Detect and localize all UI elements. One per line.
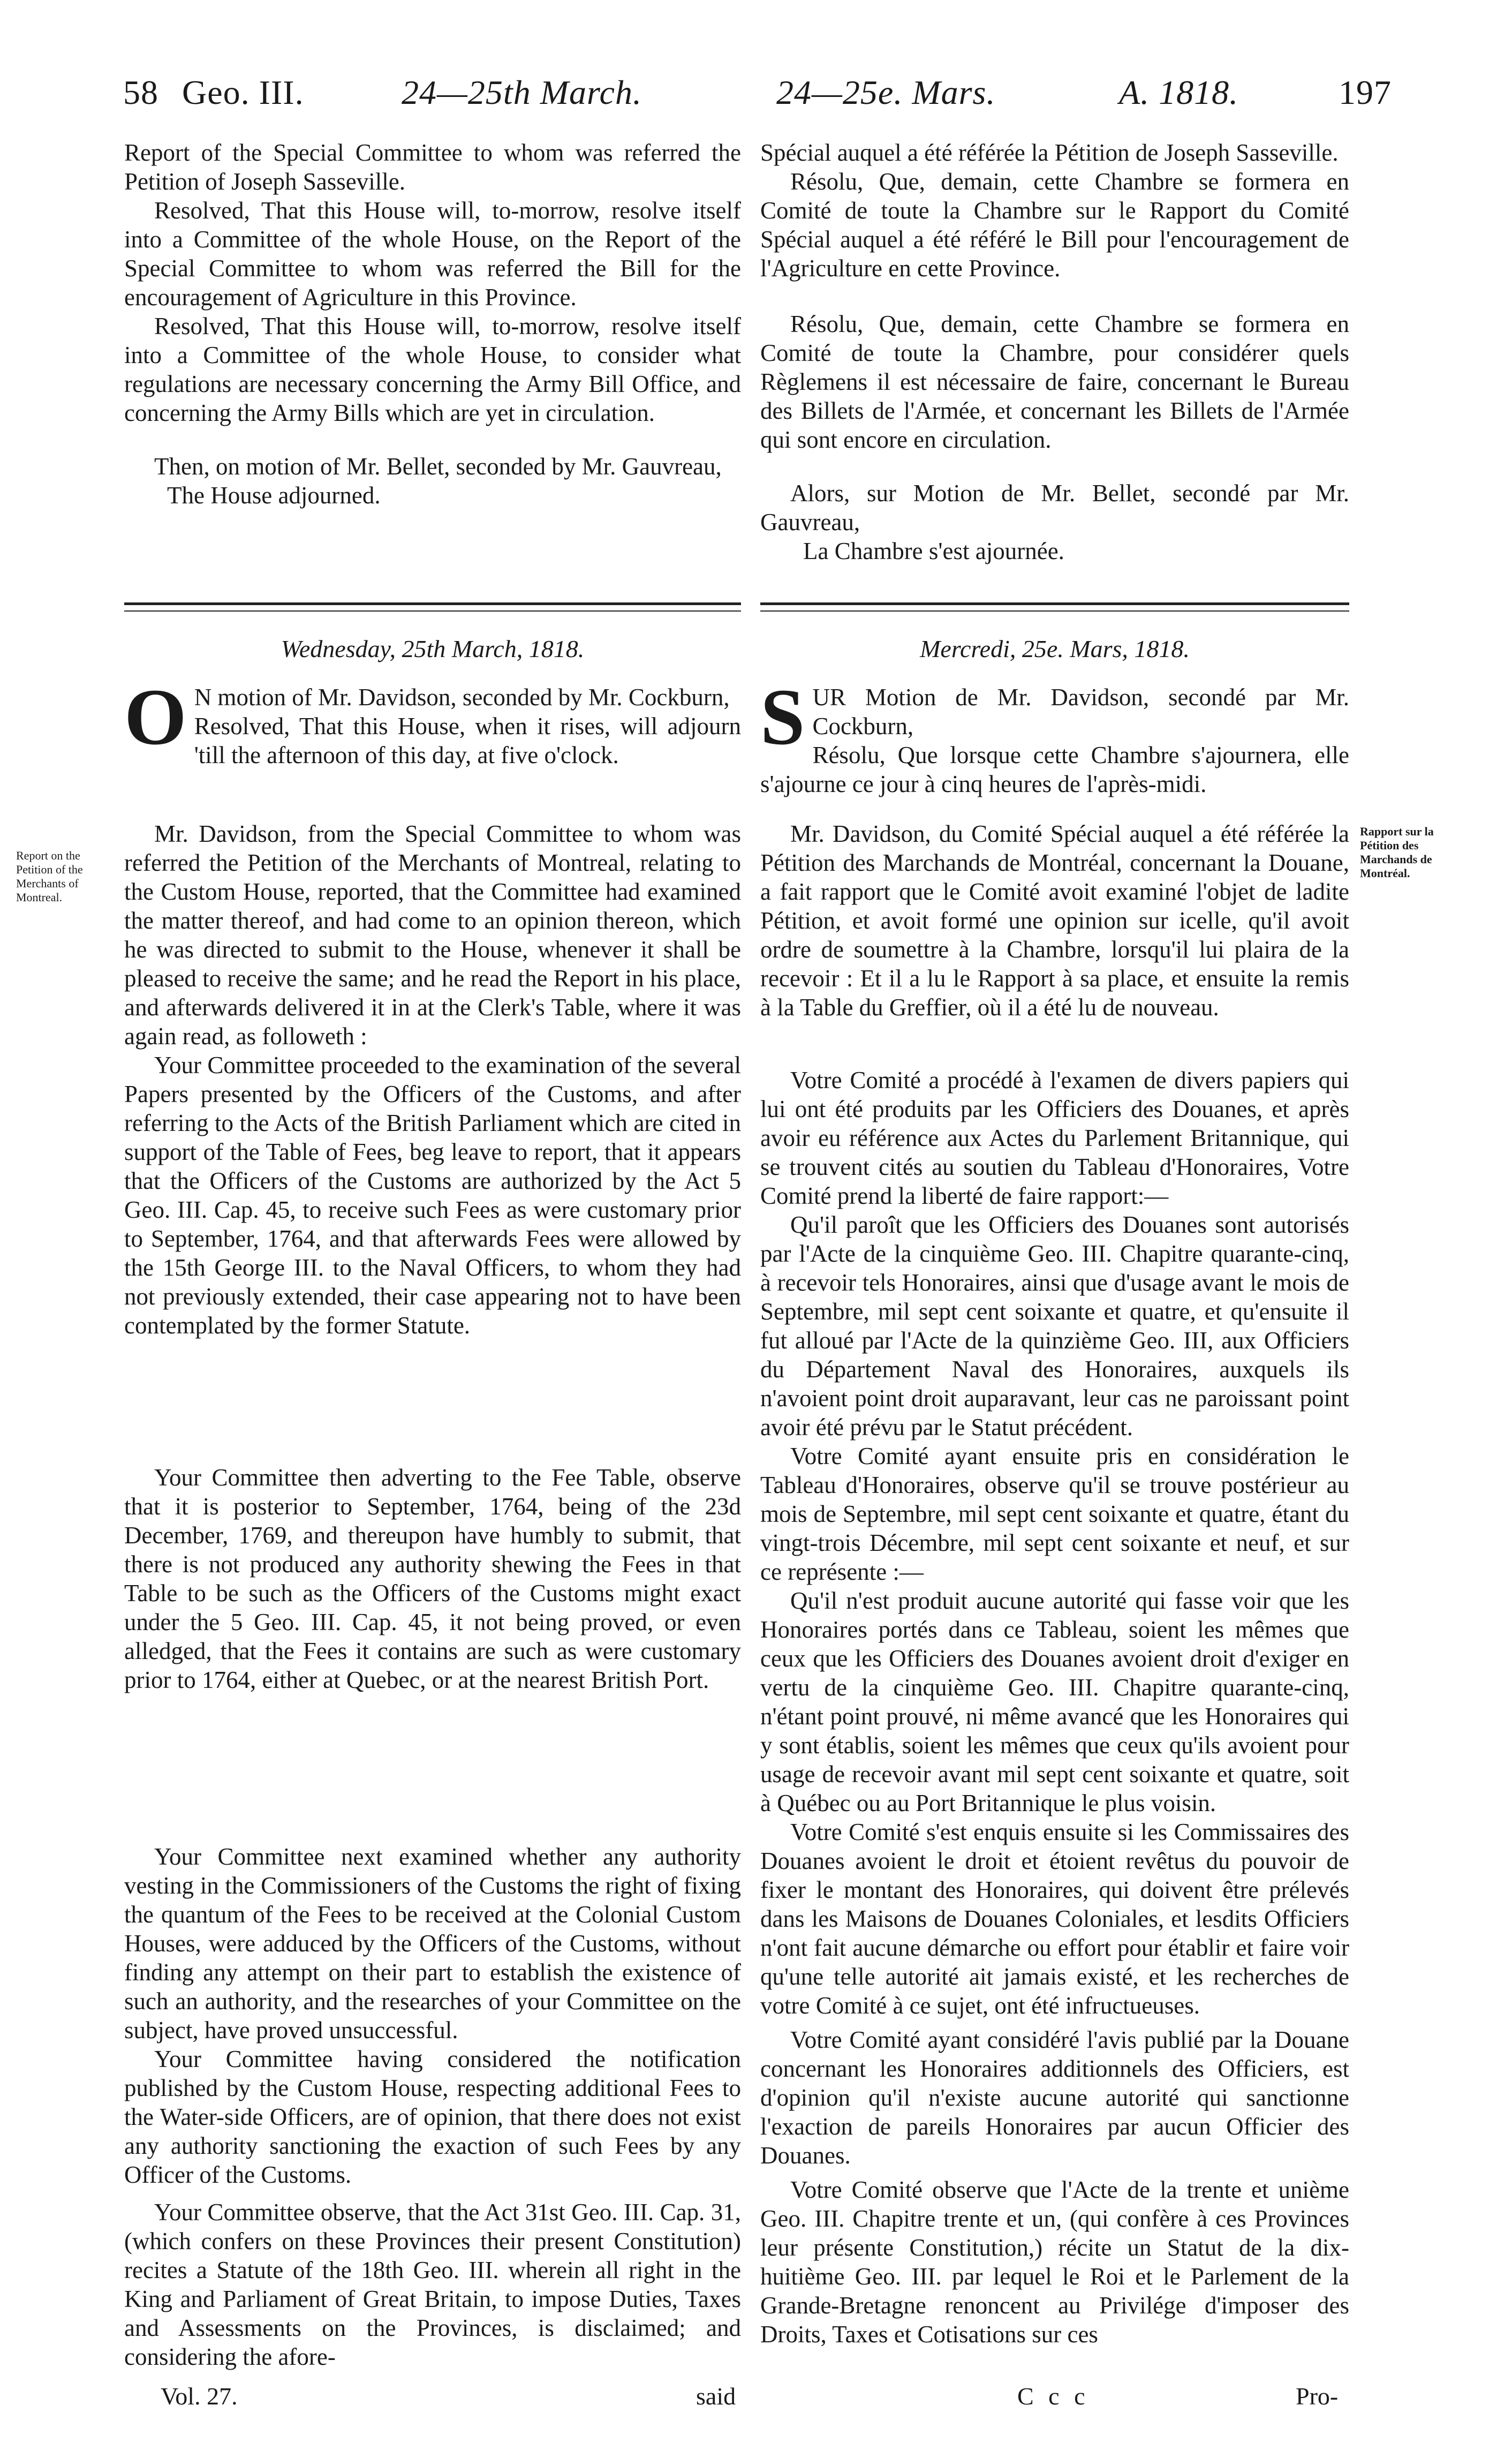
paragraph: Your Committee proceeded to the examination of the several Papers presented by the Officers of the Customs, and after referring to the Acts of the British Parliament which are cited in support of the Table of Fees, beg leave to report, that it appears that the Officers of the Customs are authorized by the Act 5 Geo. III. Cap. 45, to receive such Fees as were customary prior to September, 1764, and that afterwards Fees were allowed by the 15th George III. to the Naval Officers, to whom they had not previously extended, their case appearing not to have been contemplated by the former Statute. — [124, 1052, 741, 1339]
report-french-2 — [760, 1066, 1349, 2349]
paragraph: Resolved, That this House will, to-morrow, resolve itself into a Committee of the whole House, on the Report of the Special Committee to whom was referred the Bill for the encouragement of Agriculture in this Province. — [124, 197, 741, 311]
section-rule — [760, 602, 1349, 605]
motion-french — [760, 673, 1349, 798]
header-date-fr: 24—25e. Mars. — [776, 73, 996, 111]
section-rule — [124, 602, 741, 605]
paragraph: Qu'il paroît que les Officiers des Douanes sont autorisés par l'Acte de la cinquième Geo. III. Chapitre quarante-cinq, à recevoir tels Honoraires, ainsi que d'usage avant le mois de Septembre, mil sept cent soixante et quatre, et qu'ensuite il fut alloué par l'Acte de la quinzième Geo. III, aux Officiers du Département Naval des Honoraires, auxquels ils n'avoient point droit auparavant, leur cas ne paroissant point avoir été prévu par le Statut précédent. — [760, 1211, 1349, 1441]
report-english-2 — [124, 1463, 741, 1694]
paragraph: Your Committee then adverting to the Fee Table, observe that it is posterior to September, 1764, being of the 23d December, 1769, and thereupon have humbly to submit, that there is not produced any authority shewing the Fees in that Table to be such as the Officers of the Customs might exact under the 5 Geo. III. Cap. 45, it not being proved, or even alledged, that the Fees it contains are such as were customary prior to 1764, either at Quebec, or at the nearest British Port. — [124, 1464, 741, 1693]
header-page-number: 197 — [1339, 73, 1392, 111]
catchword-en: said — [696, 2382, 736, 2410]
paragraph: Report of the Special Committee to whom was referred the Petition of Joseph Sasseville. — [124, 139, 741, 195]
paragraph: Mr. Davidson, from the Special Committee to whom was referred the Petition of the Merchants of Montreal, relating to the Custom House, reported, that the Committee had examined the matter thereof, and had come to an opinion thereon, which he was directed to submit to the House, whenever it shall be pleased to receive the same; and he read the Report in his place, and afterwards delivered it in at the Clerk's Table, where it was again read, as followeth : — [124, 820, 741, 1050]
report-english-1 — [124, 819, 741, 1340]
margin-note-en: Report on the Petition of the Merchants of Montreal. — [16, 849, 83, 904]
paragraph: Mr. Davidson, du Comité Spécial auquel a été référée la Pétition des Marchands de Montréal, concernant la Douane, a fait rapport que le Comité avoit examiné l'objet de ladite Pétition, et avoit formé une opinion sur icelle, qu'il avoit ordre de soumettre à la Chambre, lorsqu'il lui plaira de la recevoir : Et il a lu le Rapport à sa place, et ensuite la remis à la Table du Greffier, où il a été lu de nouveau. — [760, 820, 1349, 1021]
paragraph: Your Committee observe, that the Act 31st Geo. III. Cap. 31, (which confers on these Provinces their present Constitution) recites a Statute of the 18th Geo. III. wherein all right in the King and Parliament of Great Britain, to impose Duties, Taxes and Assessments on the Provinces, is disclaimed; and considering the afore- — [124, 2199, 741, 2370]
paragraph: Votre Comité a procédé à l'examen de divers papiers qui lui ont été produits par les Officiers des Douanes, et après avoir eu référence aux Actes du Parlement Britannique, qui se trouvent cités au soutien du Tableau d'Honoraires, Votre Comité prend la liberté de faire rapport:— — [760, 1067, 1349, 1209]
drop-cap: S — [760, 673, 805, 761]
paragraph: Then, on motion of Mr. Bellet, seconded by Mr. Gauvreau, — [154, 453, 722, 480]
top-english — [124, 138, 741, 510]
paragraph: Résolu, Que, demain, cette Chambre se formera en Comité de toute la Chambre, pour considérer quels Règlemens il est nécessaire de faire, concernant le Bureau des Billets de l'Armée, et concernant les Billets de l'Armée qui sont encore en circulation. — [760, 311, 1349, 453]
paragraph: Votre Comité observe que l'Acte de la trente et unième Geo. III. Chapitre trente et un, (qui confère à ces Provinces leur présente Constitution,) récite un Statut de la dix-huitième Geo. III. par lequel le Roi et le Parlement de la Grande-Bretagne renoncent au Privilége d'imposer des Droits, Taxes et Cotisations sur ces — [760, 2176, 1349, 2348]
paragraph: Alors, sur Motion de Mr. Bellet, secondé par Mr. Gauvreau, — [760, 480, 1349, 536]
signature-mark: C c c — [1017, 2382, 1090, 2410]
header-year: A. 1818. — [1119, 73, 1239, 111]
section-rule — [124, 610, 741, 612]
paragraph: La Chambre s'est ajournée. — [803, 538, 1064, 564]
paragraph: Spécial auquel a été référée la Pétition de Joseph Sasseville. — [760, 139, 1339, 166]
paragraph: Resolved, That this House will, to-morrow, resolve itself into a Committee of the whole House, to consider what regulations are necessary concerning the Army Bill Office, and concerning the Army Bills which are yet in circulation. — [124, 313, 741, 426]
motion-english — [124, 673, 741, 770]
paragraph: Your Committee having considered the notification published by the Custom House, respecting additional Fees to the Water-side Officers, are of opinion, that there does not exist any authority sanctioning the exaction of such Fees by any Officer of the Customs. — [124, 2046, 741, 2188]
paragraph: Votre Comité ayant considéré l'avis publié par la Douane concernant les Honoraires additionnels des Officiers, est d'opinion qu'il n'existe aucune autorité qui sanctionne l'exaction de pareils Honoraires par aucun Officier des Douanes. — [760, 2026, 1349, 2169]
header-reign: Geo. III. — [182, 73, 304, 111]
paragraph: Résolu, Que, demain, cette Chambre se formera en Comité de toute la Chambre sur le Rapport du Comité Spécial auquel a été référé le Bill pour l'encouragement de l'Agriculture en cette Province. — [760, 168, 1349, 282]
dateline-en: Wednesday, 25th March, 1818. — [281, 635, 585, 662]
top-french — [760, 138, 1349, 565]
margin-note-fr: Rapport sur la Pétition des Marchands de Montréal. — [1360, 825, 1434, 880]
header-number: 58 — [123, 73, 158, 111]
paragraph: Resolved, That this House, when it rises, will adjourn 'till the afternoon of this day, at five o'clock. — [194, 713, 741, 768]
section-rule — [760, 610, 1349, 612]
paragraph: Votre Comité ayant ensuite pris en considération le Tableau d'Honoraires, observe qu'il se trouve postérieur au mois de Septembre, mil sept cent soixante et quatre, étant du vingt-trois Décembre, mil sept cent soixante et neuf, et sur ce représente :— — [760, 1443, 1349, 1585]
catchword-fr: Pro- — [1296, 2382, 1339, 2410]
paragraph: Votre Comité s'est enquis ensuite si les Commissaires des Douanes avoient le droit et étoient revêtus du pouvoir de fixer le montant des Honoraires, qui doivent être prélevés dans les Maisons de Douanes Coloniales, et lesdits Officiers n'ont fait aucune démarche ou effort pour établir et faire voir qu'une telle autorité ait jamais existé, et les recherches de votre Comité à ce sujet, ont été infructueuses. — [760, 1819, 1349, 2019]
dateline-fr: Mercredi, 25e. Mars, 1818. — [920, 635, 1190, 662]
report-english-3 — [124, 1842, 741, 2371]
report-french-1 — [760, 819, 1349, 1022]
header-left — [123, 69, 755, 117]
header-date-en: 24—25th March. — [402, 73, 642, 111]
volume-number: Vol. 27. — [161, 2382, 238, 2410]
paragraph: N motion of Mr. Davidson, seconded by Mr. Cockburn, — [194, 684, 730, 711]
paragraph: Your Committee next examined whether any authority vesting in the Commissioners of the Customs the right of fixing the quantum of the Fees to be received at the Colonial Custom Houses, were adduced by the Officers of the Customs, without finding any attempt on their part to establish the existence of such an authority, and the researches of your Committee on the subject, have proved unsuccessful. — [124, 1843, 741, 2044]
header-right — [776, 69, 1408, 117]
paragraph: UR Motion de Mr. Davidson, secondé par Mr. Cockburn, — [812, 684, 1349, 740]
drop-cap: O — [124, 673, 187, 761]
paragraph: Résolu, Que lorsque cette Chambre s'ajournera, elle s'ajourne ce jour à cinq heures de l'après-midi. — [760, 742, 1349, 797]
paragraph: Qu'il n'est produit aucune autorité qui fasse voir que les Honoraires portés dans ce Tableau, soient les mêmes que ceux que les Officiers des Douanes avoient droit d'exiger en vertu de la cinquième Geo. III. Chapitre quarante-cinq, n'étant point prouvé, ni même avancé que les Honoraires qui y sont établis, soient les mêmes que ceux qu'ils avoient pour usage de recevoir avant mil sept cent soixante et quatre, soit à Québec ou au Port Britannique le plus voisin. — [760, 1587, 1349, 1816]
paragraph: The House adjourned. — [167, 482, 381, 509]
